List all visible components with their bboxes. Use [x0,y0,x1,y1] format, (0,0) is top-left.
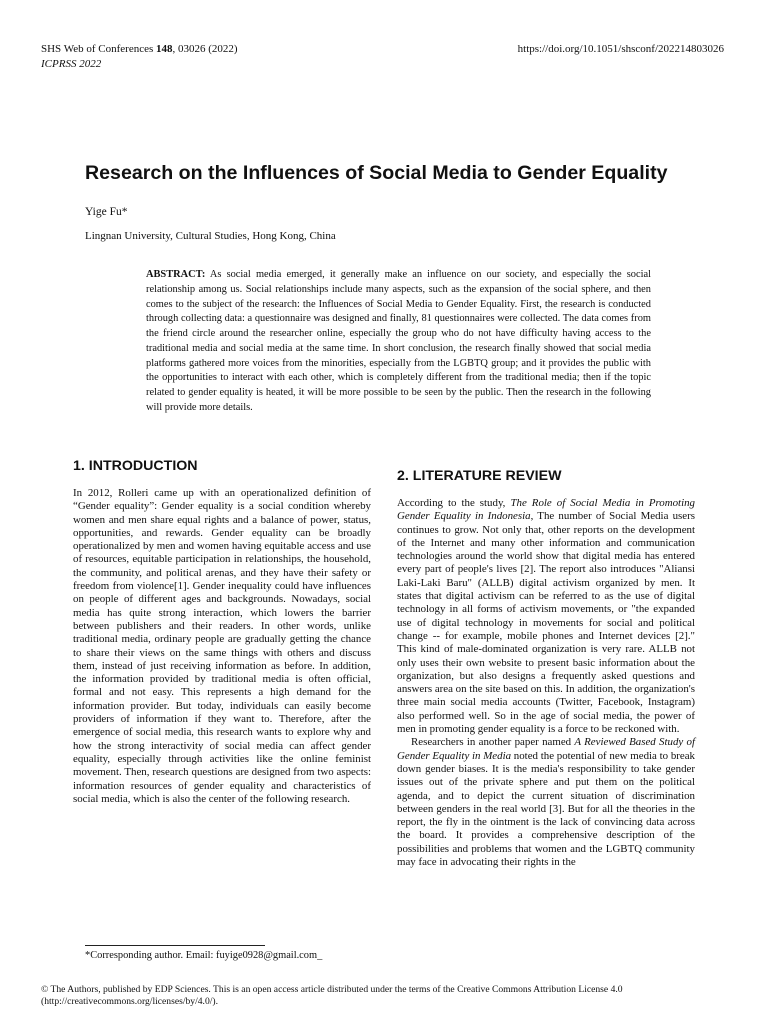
right-column [397,468,695,869]
left-column [73,458,371,806]
abstract-label: ABSTRACT: [146,269,206,280]
cited-title-1: The Role of Social Media in Promoting Gender Equality in Indonesia [397,497,695,523]
literature-paragraph-2 [397,736,695,869]
lit-p1-rest: , The number of Social Media users continues to grow. Not only that, other reports on the development of the Internet and many other information and communication technologies around the world show that digital media has entered every part of people's lives [2]. The report also introduces "Aliansi Laki-Laki Baru" (ALLB) digital activism organized by men. It states that digital activism can be referred to as the use of digital technology in all forms of activism movements, or "the expanded use of digital technology in movements for social and political change -- for example, mobile phones and Internet devices [2]." This kind of male-dominated organization is very rare. ALLB not only uses their own website to present basic information about the organization, but also designs a frequently asked questions and answers area on the site based on this. In addition, the organization's three main social media accounts (Twitter, Facebook, Instagram) also performed well. So in the age of social media, the power of men in promoting gender equality is a force to be reckoned with. [397,510,695,736]
corresponding-author-footnote: *Corresponding author. Email: fuyige0928@gmail.com_ [85,950,323,961]
license-notice: © The Authors, published by EDP Sciences. This is an open access article distributed under the terms of the Creative Commons Attribution License 4.0 (http://creativecommons.org/licenses/by/4.0/). [41,984,623,1007]
lit-p2-rest: noted the potential of new media to break down gender biases. It is the media's responsibility to take gender issues out of the private sphere and put them on the political agenda, and to depict the current situation of discrimination between genders in the real world [3]. But for all the theories in the report, the fly in the ointment is the lack of convincing data across the board. It provides a comprehensive description of the possibilities and problems that women and the LGBTQ community may face in advocating their rights in the [397,749,696,869]
section-heading-literature-review: 2. LITERATURE REVIEW [397,468,562,484]
lit-p2-lead: Researchers in another paper named [411,736,575,749]
lit-p1-lead: According to the study, [397,497,511,509]
author-affiliation: Lingnan University, Cultural Studies, Hong Kong, China [85,230,336,242]
introduction-paragraph: In 2012, Rolleri came up with an operationalized definition of “Gender equality”: Gender equality is a social condition whereby women and men share equal rights and a balance of power, status, opportunities, and rewards. Gender equality can be broadly operationalized by men and women having equitable access and use of resources, equitable participation in relationships, the household, the community, and political arenas, and they have their safety or freedom from violence[1]. Gender inequality could have influences on people of different ages and backgrounds. Nowadays, social media has quite strong interaction, which lowers the barrier between publishers and their readers. In other words, unlike traditional media, ordinary people are gradually getting the chance to share their views on the same things with others and discuss them, instead of just receiving information as before. In addition, the information provided by traditional media is often official, formal and not easy. This represents a high demand for the information provider. But today, individuals can easily become providers of information if they want to. Therefore, after the emergence of social media, this research wants to explore why and how the strong interactivity of social media can affect gender equality, especially through activities like the online feminist movement. Then, research questions are designed from two aspects: information resources of gender equality and characteristics of social media, which is also the center of the following research. [73,487,371,805]
article-number: , 03026 (2022) [172,43,238,55]
journal-volume: 148 [156,43,173,55]
literature-paragraph-1 [397,497,695,736]
author-name: Yige Fu* [85,206,128,218]
cited-title-2: A Reviewed Based Study of Gender Equality in Media [397,736,695,762]
doi-link[interactable]: https://doi.org/10.1051/shsconf/202214803026 [517,43,724,55]
abstract [146,268,651,416]
paper-title: Research on the Influences of Social Media to Gender Equality [85,162,668,184]
conference-name: ICPRSS 2022 [41,58,102,70]
abstract-text: As social media emerged, it generally make an influence on our society, and especially the social relationship among us. Social relationships include many aspects, such as the expansion of the social sphere, and then comes to the subject of the research: the Influences of Social Media to Gender Equality. First, the research is conducted through collecting data: a questionnaire was designed and finally, 81 questionnaires were collected. The data comes from the friend circle around the researcher online, especially the group who do not have difficulty having access to the traditional media and social media at the same time. In short conclusion, the research finally showed that social media platforms gathered more voices from the minorities, especially from the LGBTQ group; and it provides the public with the opportunities to interact with each other, which is completely different from the traditional media; then if the topic related to gender equality is heated, it will be more possible to be seen by the public. Then the research in the following will provide more details. [146,269,651,413]
journal-name: SHS Web of Conferences [41,43,157,55]
section-heading-introduction: 1. INTRODUCTION [73,458,198,474]
footnote-divider [85,945,265,946]
running-header [41,42,238,72]
